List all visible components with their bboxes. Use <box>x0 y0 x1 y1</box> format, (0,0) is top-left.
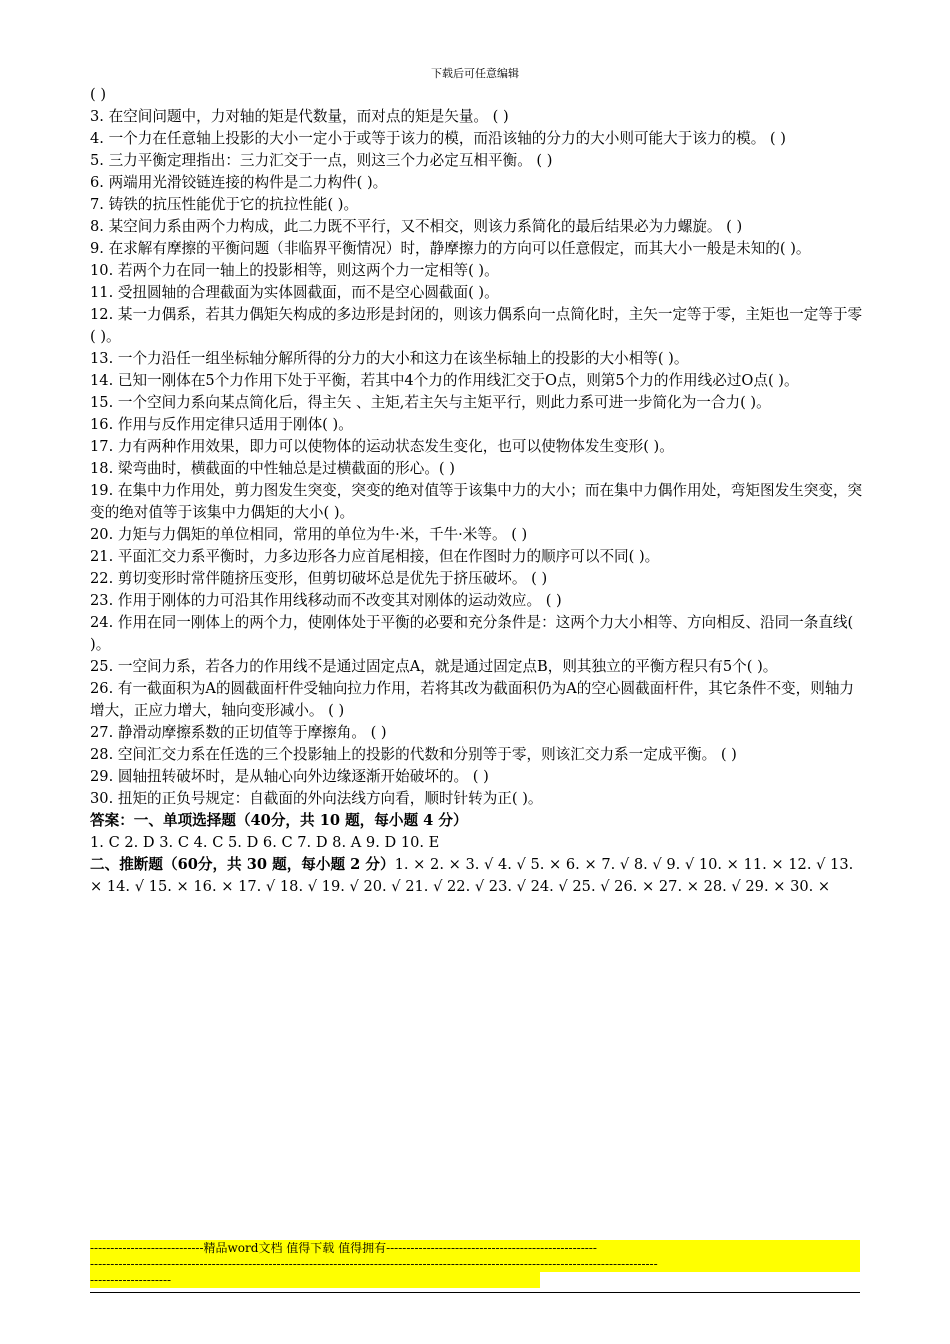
question-item: 24. 作用在同一刚体上的两个力，使刚体处于平衡的必要和充分条件是：这两个力大小相等、方向相反、沿同一条直线( )。 <box>90 614 854 653</box>
question-item: 17. 力有两种作用效果，即力可以使物体的运动状态发生变化，也可以使物体发生变形( )。 <box>90 438 674 455</box>
question-item: 5. 三力平衡定理指出：三力汇交于一点，则这三个力必定互相平衡。 ( ) <box>90 152 553 169</box>
footer-divider <box>90 1292 860 1293</box>
question-item: 30. 扭矩的正负号规定：自截面的外向法线方向看，顺时针转为正( )。 <box>90 790 543 807</box>
question-item: 27. 静滑动摩擦系数的正切值等于摩擦角。 ( ) <box>90 724 387 741</box>
question-item: 7. 铸铁的抗压性能优于它的抗拉性能( )。 <box>90 196 359 213</box>
question-item: 16. 作用与反作用定律只适用于刚体( )。 <box>90 416 353 433</box>
answers-choice-list: 1. C 2. D 3. C 4. C 5. D 6. C 7. D 8. A 9. D 10. E <box>90 834 440 851</box>
question-item: 20. 力矩与力偶矩的单位相同，常用的单位为牛·米，千牛·米等。 ( ) <box>90 526 528 543</box>
question-item: 3. 在空间问题中，力对轴的矩是代数量，而对点的矩是矢量。 ( ) <box>90 108 509 125</box>
footer-line-1: ----------------------------精品word文档 值得下载 值得拥有---------------------------------------------------- <box>90 1240 860 1256</box>
footer-line-2: -------------------------------------------------------------------------------------------------------------------------------------------- <box>90 1256 860 1272</box>
question-item: 28. 空间汇交力系在任选的三个投影轴上的投影的代数和分别等于零，则该汇交力系一定成平衡。 ( ) <box>90 746 737 763</box>
question-item: 25. 一空间力系，若各力的作用线不是通过固定点A，就是通过固定点B，则其独立的平衡方程只有5个( )。 <box>90 658 778 675</box>
footer-banner <box>90 1240 860 1288</box>
question-item: 15. 一个空间力系向某点简化后，得主矢 、主矩,若主矢与主矩平行，则此力系可进一步简化为一合力( )。 <box>90 394 771 411</box>
answers-judgement-block <box>90 854 865 898</box>
question-item: ( ) <box>90 86 107 103</box>
page-header: 下载后可任意编辑 <box>431 67 519 80</box>
answers-judgement-list: 1. × 2. × 3. √ 4. √ 5. × 6. × 7. √ 8. √ 9. √ 10. × 11. × 12. √ 13. × 14. √ 15. × 16. × 17. √ 18. √ 19. √ 20. √ 21. √ 22. √ 23. √ 24. √ 25. √ 26. × 27. × 28. √ 29. × 30. × <box>90 856 854 895</box>
question-item: 12. 某一力偶系，若其力偶矩矢构成的多边形是封闭的，则该力偶系向一点简化时，主矢一定等于零，主矩也一定等于零( )。 <box>90 306 863 345</box>
question-item: 6. 两端用光滑铰链连接的构件是二力构件( )。 <box>90 174 388 191</box>
question-item: 11. 受扭圆轴的合理截面为实体圆截面，而不是空心圆截面( )。 <box>90 284 499 301</box>
question-item: 18. 梁弯曲时，横截面的中性轴总是过横截面的形心。( ) <box>90 460 455 477</box>
answers-heading-judgement: 二、推断题（60分，共 30 题，每小题 2 分） <box>90 856 395 873</box>
question-item: 10. 若两个力在同一轴上的投影相等，则这两个力一定相等( )。 <box>90 262 499 279</box>
question-item: 29. 圆轴扭转破坏时，是从轴心向外边缘逐渐开始破坏的。 ( ) <box>90 768 489 785</box>
answers-heading-choice: 答案：一、单项选择题（40分，共 10 题，每小题 4 分） <box>90 812 468 829</box>
question-item: 13. 一个力沿任一组坐标轴分解所得的分力的大小和这力在该坐标轴上的投影的大小相等( )。 <box>90 350 689 367</box>
question-item: 22. 剪切变形时常伴随挤压变形，但剪切破坏总是优先于挤压破坏。 ( ) <box>90 570 548 587</box>
document-body <box>90 84 865 898</box>
question-item: 23. 作用于刚体的力可沿其作用线移动而不改变其对刚体的运动效应。 ( ) <box>90 592 562 609</box>
question-item: 9. 在求解有摩擦的平衡问题（非临界平衡情况）时，静摩擦力的方向可以任意假定，而其大小一般是未知的( )。 <box>90 240 811 257</box>
question-item: 8. 某空间力系由两个力构成，此二力既不平行，又不相交，则该力系简化的最后结果必为力螺旋。 ( ) <box>90 218 743 235</box>
question-item: 21. 平面汇交力系平衡时，力多边形各力应首尾相接，但在作图时力的顺序可以不同( )。 <box>90 548 660 565</box>
footer-line-3: -------------------- <box>90 1272 540 1288</box>
question-item: 19. 在集中力作用处，剪力图发生突变，突变的绝对值等于该集中力的大小；而在集中力偶作用处，弯矩图发生突变，突变的绝对值等于该集中力偶矩的大小( )。 <box>90 482 863 521</box>
question-item: 14. 已知一刚体在5个力作用下处于平衡，若其中4个力的作用线汇交于O点，则第5个力的作用线必过O点( )。 <box>90 372 799 389</box>
question-item: 26. 有一截面积为A的圆截面杆件受轴向拉力作用，若将其改为截面积仍为A的空心圆截面杆件，其它条件不变，则轴力增大，正应力增大，轴向变形减小。 ( ) <box>90 680 855 719</box>
question-item: 4. 一个力在任意轴上投影的大小一定小于或等于该力的模，而沿该轴的分力的大小则可能大于该力的模。 ( ) <box>90 130 786 147</box>
